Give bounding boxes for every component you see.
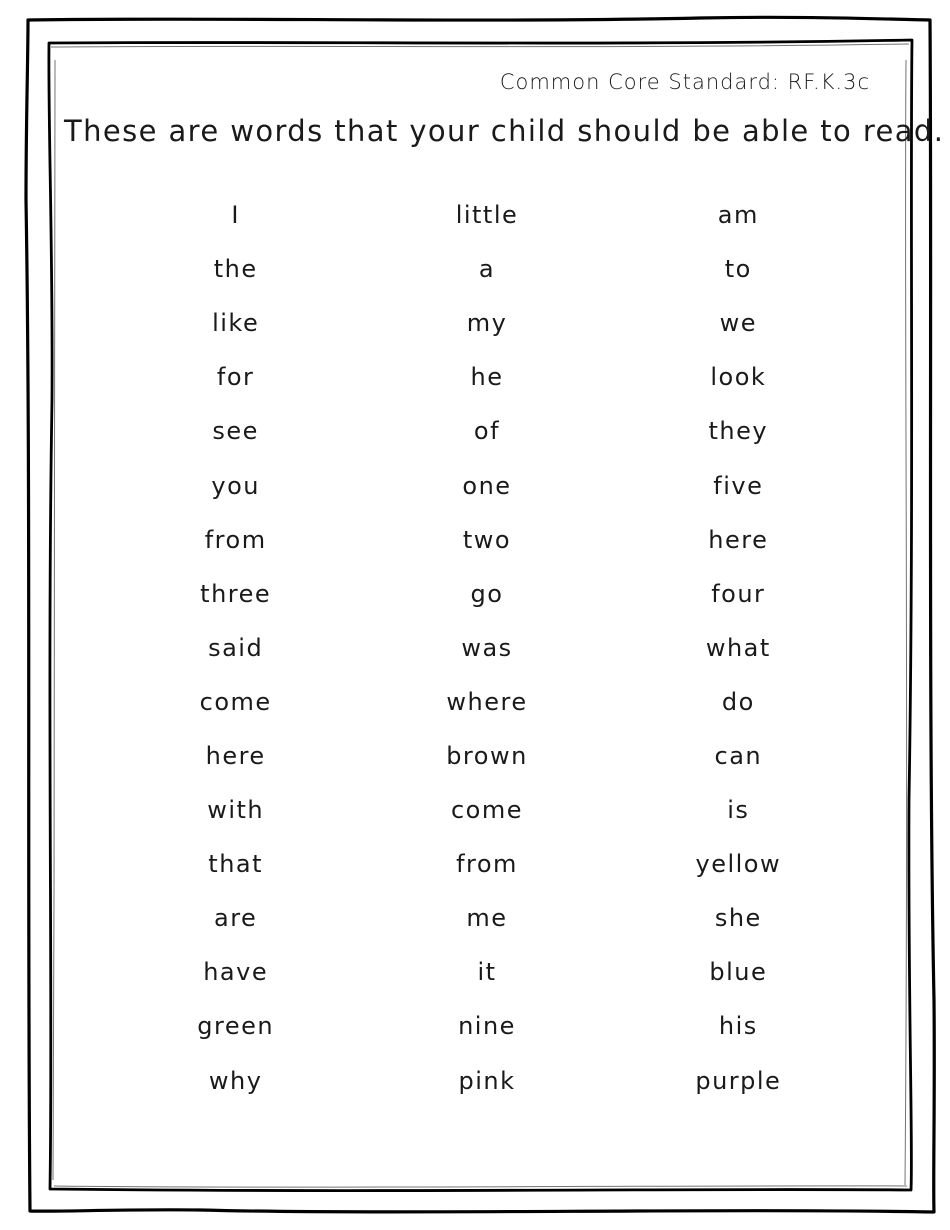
sight-word: is	[727, 796, 750, 825]
sight-word: they	[708, 417, 769, 446]
sight-word: green	[197, 1012, 275, 1041]
sight-word: I	[231, 201, 240, 230]
sight-word: for	[216, 363, 255, 392]
instructions-heading: These are words that your child should be able to read.	[64, 114, 945, 148]
sight-word: little	[455, 201, 519, 230]
sight-word-grid	[110, 188, 864, 1108]
sight-word: here	[708, 525, 769, 554]
sight-word: that	[208, 850, 264, 879]
sight-word: blue	[709, 958, 768, 987]
sight-word: come	[450, 796, 523, 825]
sight-word: of	[473, 417, 501, 446]
sight-word: she	[714, 904, 762, 933]
sight-word: from	[456, 850, 518, 879]
sight-word: why	[208, 1066, 263, 1095]
sight-word: you	[211, 471, 260, 500]
sight-word: three	[200, 579, 272, 608]
sight-word: his	[718, 1012, 758, 1041]
sight-word: two	[462, 525, 512, 554]
sight-word: are	[214, 904, 258, 933]
sight-word: purple	[695, 1066, 782, 1095]
sight-word: nine	[458, 1012, 516, 1041]
sight-word: can	[714, 741, 763, 770]
sight-word: me	[466, 904, 508, 933]
common-core-standard: Common Core Standard: RF.K.3c	[499, 70, 870, 94]
sight-word: four	[711, 579, 766, 608]
sight-word: a	[478, 255, 496, 284]
sight-word: was	[461, 633, 513, 662]
sight-word: it	[477, 958, 497, 987]
sight-word: yellow	[695, 850, 782, 879]
sight-word: do	[721, 687, 755, 716]
sight-word: what	[705, 633, 771, 662]
sight-word: see	[212, 417, 259, 446]
sight-word: look	[710, 363, 767, 392]
sight-word: one	[462, 471, 512, 500]
sight-word: the	[213, 255, 258, 284]
sight-word: he	[470, 363, 504, 392]
sight-word: with	[207, 796, 265, 825]
sight-word: we	[719, 309, 758, 338]
sight-word: pink	[458, 1066, 516, 1095]
sight-word: to	[724, 255, 752, 284]
sight-word: said	[208, 633, 264, 662]
sight-word: from	[204, 525, 267, 554]
sight-word: where	[446, 687, 528, 716]
sight-word: go	[470, 579, 504, 608]
sight-word: here	[205, 741, 266, 770]
sight-word: am	[717, 201, 759, 230]
sight-word: my	[466, 309, 508, 338]
sight-word: five	[713, 471, 764, 500]
sight-word: come	[199, 687, 272, 716]
sight-word: have	[203, 958, 269, 987]
sight-word: brown	[446, 741, 528, 770]
sight-word: like	[212, 309, 260, 338]
